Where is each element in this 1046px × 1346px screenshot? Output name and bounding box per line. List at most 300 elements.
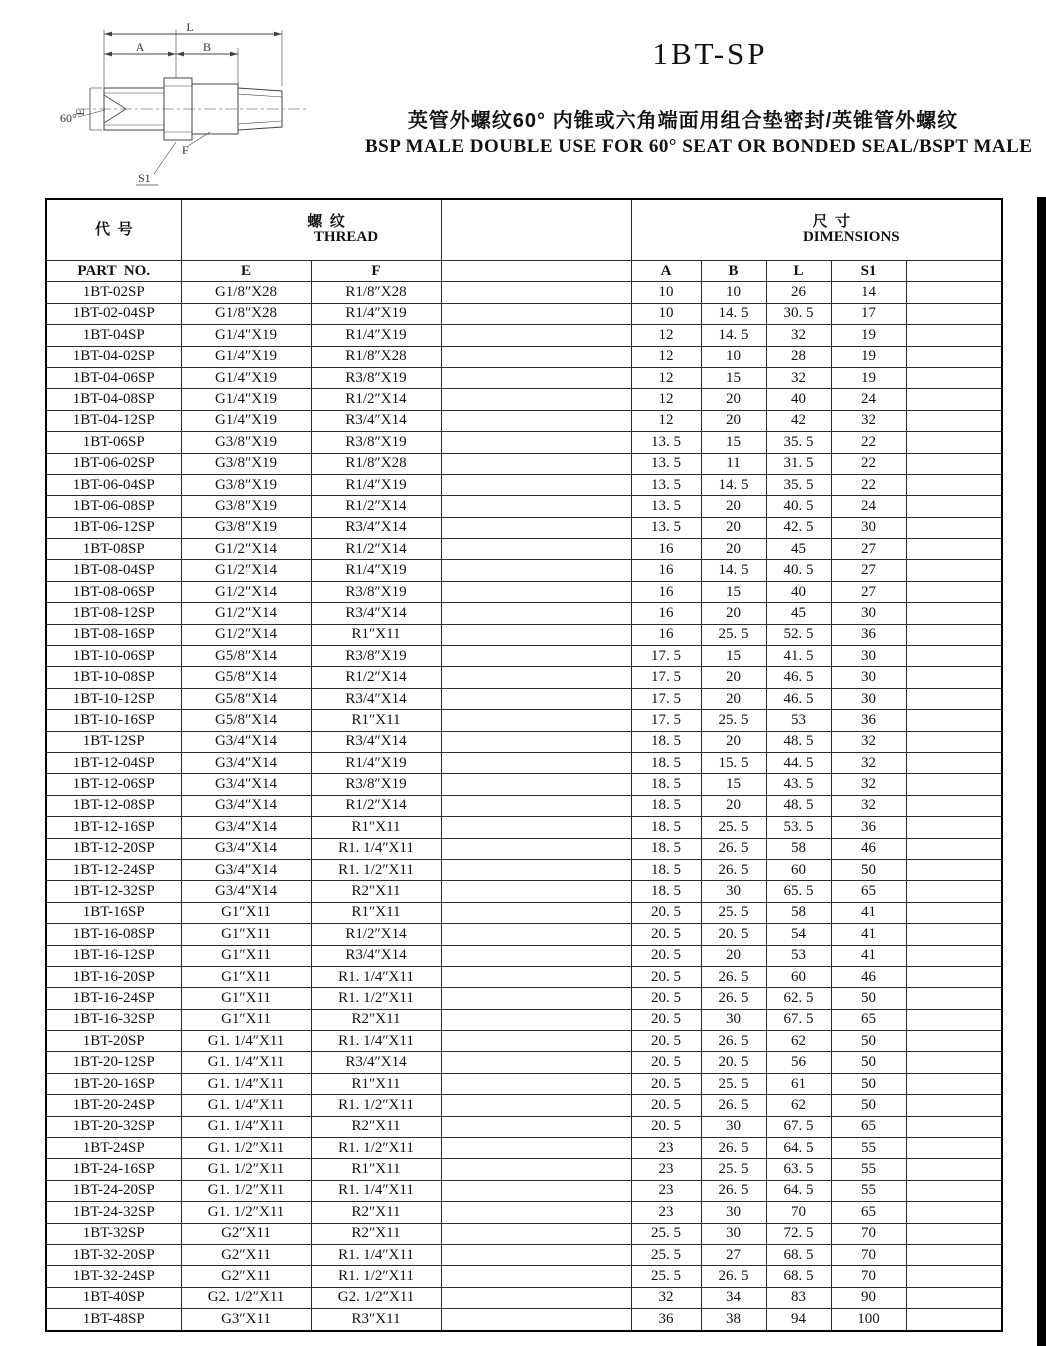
dim-s1-cell: 50 bbox=[831, 1052, 906, 1073]
part-no-cell: 1BT-32SP bbox=[46, 1223, 181, 1244]
thread-e-cell: G5/8″X14 bbox=[181, 710, 311, 731]
thread-e-cell: G3/8″X19 bbox=[181, 453, 311, 474]
table-row bbox=[46, 581, 1002, 602]
dim-s1-cell: 22 bbox=[831, 474, 906, 495]
dim-a-cell: 12 bbox=[631, 346, 701, 367]
dim-l-cell: 58 bbox=[766, 902, 831, 923]
spare-cell bbox=[906, 517, 1002, 538]
part-no-cell: 1BT-10-16SP bbox=[46, 710, 181, 731]
spare-cell bbox=[441, 539, 631, 560]
thread-e-cell: G3″X11 bbox=[181, 1309, 311, 1331]
dim-l-cell: 32 bbox=[766, 325, 831, 346]
thread-e-cell: G1/8″X28 bbox=[181, 282, 311, 303]
dim-b-cell: 25. 5 bbox=[701, 817, 766, 838]
header-part-cn: 代 号 bbox=[46, 199, 181, 261]
dim-a-cell: 36 bbox=[631, 1309, 701, 1331]
part-no-cell: 1BT-40SP bbox=[46, 1287, 181, 1308]
spare-cell bbox=[906, 496, 1002, 517]
dim-a-cell: 25. 5 bbox=[631, 1244, 701, 1265]
dim-a-cell: 12 bbox=[631, 325, 701, 346]
table-row bbox=[46, 774, 1002, 795]
part-no-cell: 1BT-32-24SP bbox=[46, 1266, 181, 1287]
dim-a-cell: 20. 5 bbox=[631, 945, 701, 966]
spare-cell bbox=[906, 667, 1002, 688]
dim-b-cell: 34 bbox=[701, 1287, 766, 1308]
dim-s1-cell: 36 bbox=[831, 817, 906, 838]
dim-b-cell: 14. 5 bbox=[701, 560, 766, 581]
thread-f-cell: R1/2″X14 bbox=[311, 539, 441, 560]
dim-l-cell: 68. 5 bbox=[766, 1266, 831, 1287]
thread-e-cell: G1″X11 bbox=[181, 945, 311, 966]
thread-f-cell: R1/4″X19 bbox=[311, 752, 441, 773]
part-no-cell: 1BT-48SP bbox=[46, 1309, 181, 1331]
thread-f-cell: R3″X11 bbox=[311, 1309, 441, 1331]
spare-cell bbox=[906, 1266, 1002, 1287]
spare-cell bbox=[441, 838, 631, 859]
spare-cell bbox=[906, 1159, 1002, 1180]
dim-a-cell: 23 bbox=[631, 1138, 701, 1159]
table-row bbox=[46, 1244, 1002, 1265]
dim-a-cell: 13. 5 bbox=[631, 432, 701, 453]
part-no-cell: 1BT-12SP bbox=[46, 731, 181, 752]
dim-s1-cell: 19 bbox=[831, 346, 906, 367]
dim-l-cell: 35. 5 bbox=[766, 432, 831, 453]
table-row bbox=[46, 646, 1002, 667]
header-row-1 bbox=[46, 199, 1002, 261]
dim-b-cell: 20 bbox=[701, 667, 766, 688]
table-row bbox=[46, 859, 1002, 880]
header-dimensions-en: DIMENSIONS bbox=[802, 229, 900, 245]
thread-e-cell: G2″X11 bbox=[181, 1266, 311, 1287]
dim-l-cell: 41. 5 bbox=[766, 646, 831, 667]
part-no-cell: 1BT-04-02SP bbox=[46, 346, 181, 367]
thread-e-cell: G1/4″X19 bbox=[181, 346, 311, 367]
spare-cell bbox=[441, 367, 631, 388]
dim-s1-cell: 30 bbox=[831, 603, 906, 624]
table-row bbox=[46, 945, 1002, 966]
spare-cell bbox=[441, 1138, 631, 1159]
dim-a-cell: 16 bbox=[631, 539, 701, 560]
dim-b-cell: 20 bbox=[701, 539, 766, 560]
dim-s1-cell: 24 bbox=[831, 389, 906, 410]
dim-b-cell: 30 bbox=[701, 1009, 766, 1030]
thread-e-cell: G1. 1/2″X11 bbox=[181, 1180, 311, 1201]
dim-a-cell: 13. 5 bbox=[631, 453, 701, 474]
dim-s1-cell: 50 bbox=[831, 859, 906, 880]
dim-l-cell: 45 bbox=[766, 539, 831, 560]
thread-e-cell: G1″X11 bbox=[181, 1009, 311, 1030]
dim-b-cell: 30 bbox=[701, 881, 766, 902]
thread-f-cell: R1/4″X19 bbox=[311, 560, 441, 581]
thread-f-cell: R1. 1/2″X11 bbox=[311, 1266, 441, 1287]
thread-f-cell: R3/8″X19 bbox=[311, 646, 441, 667]
spare-cell bbox=[906, 603, 1002, 624]
thread-e-cell: G3/4″X14 bbox=[181, 795, 311, 816]
dim-l-cell: 26 bbox=[766, 282, 831, 303]
spare-cell bbox=[906, 1309, 1002, 1331]
dim-a-cell: 10 bbox=[631, 303, 701, 324]
header-spare bbox=[906, 261, 1002, 282]
part-no-cell: 1BT-12-04SP bbox=[46, 752, 181, 773]
thread-f-cell: R1. 1/4″X11 bbox=[311, 966, 441, 987]
thread-e-cell: G1″X11 bbox=[181, 902, 311, 923]
dim-l-cell: 45 bbox=[766, 603, 831, 624]
thread-f-cell: R3/4″X14 bbox=[311, 945, 441, 966]
scan-edge-artifact bbox=[1037, 197, 1046, 1346]
part-no-cell: 1BT-10-12SP bbox=[46, 688, 181, 709]
spare-cell bbox=[906, 474, 1002, 495]
thread-f-cell: R1″X11 bbox=[311, 710, 441, 731]
thread-f-cell: R1. 1/2″X11 bbox=[311, 1138, 441, 1159]
table-row bbox=[46, 881, 1002, 902]
spare-cell bbox=[906, 1202, 1002, 1223]
thread-f-cell: R3/8″X19 bbox=[311, 432, 441, 453]
dim-a-cell: 16 bbox=[631, 560, 701, 581]
spare-cell bbox=[441, 474, 631, 495]
spare-cell bbox=[441, 1052, 631, 1073]
part-no-cell: 1BT-24-20SP bbox=[46, 1180, 181, 1201]
part-no-cell: 1BT-04-12SP bbox=[46, 410, 181, 431]
spare-cell bbox=[906, 988, 1002, 1009]
dim-s1-cell: 55 bbox=[831, 1138, 906, 1159]
dim-s1-cell: 30 bbox=[831, 646, 906, 667]
table-row bbox=[46, 1159, 1002, 1180]
dim-l-cell: 64. 5 bbox=[766, 1180, 831, 1201]
part-no-cell: 1BT-04-08SP bbox=[46, 389, 181, 410]
dim-b-cell: 20 bbox=[701, 688, 766, 709]
spare-cell bbox=[441, 817, 631, 838]
table-row bbox=[46, 303, 1002, 324]
dim-l-cell: 35. 5 bbox=[766, 474, 831, 495]
thread-e-cell: G1/4″X19 bbox=[181, 389, 311, 410]
part-no-cell: 1BT-08-12SP bbox=[46, 603, 181, 624]
spare-cell bbox=[906, 432, 1002, 453]
dim-s1-cell: 41 bbox=[831, 924, 906, 945]
table-row bbox=[46, 603, 1002, 624]
dim-l-cell: 53 bbox=[766, 710, 831, 731]
dim-a-cell: 17. 5 bbox=[631, 710, 701, 731]
spare-cell bbox=[441, 282, 631, 303]
table-row bbox=[46, 1202, 1002, 1223]
table-row bbox=[46, 1095, 1002, 1116]
part-no-cell: 1BT-06SP bbox=[46, 432, 181, 453]
part-no-cell: 1BT-16-12SP bbox=[46, 945, 181, 966]
dim-b-cell: 20 bbox=[701, 603, 766, 624]
dim-b-cell: 20. 5 bbox=[701, 1052, 766, 1073]
header-col-a: A bbox=[631, 261, 701, 282]
heading-english: BSP MALE DOUBLE USE FOR 60° SEAT OR BONDED SEAL/BSPT MALE bbox=[365, 136, 1033, 157]
spare-cell bbox=[441, 859, 631, 880]
dim-b-cell: 25. 5 bbox=[701, 624, 766, 645]
table-row bbox=[46, 453, 1002, 474]
table-row bbox=[46, 795, 1002, 816]
spare-cell bbox=[441, 389, 631, 410]
part-no-cell: 1BT-12-08SP bbox=[46, 795, 181, 816]
dim-l-cell: 54 bbox=[766, 924, 831, 945]
thread-e-cell: G1. 1/2″X11 bbox=[181, 1159, 311, 1180]
dim-s1-cell: 41 bbox=[831, 902, 906, 923]
thread-e-cell: G1″X11 bbox=[181, 966, 311, 987]
dim-a-cell: 17. 5 bbox=[631, 667, 701, 688]
spare-cell bbox=[906, 902, 1002, 923]
spare-cell bbox=[906, 581, 1002, 602]
drawing-label-angle: 60° bbox=[60, 111, 77, 125]
dim-s1-cell: 32 bbox=[831, 795, 906, 816]
dim-b-cell: 26. 5 bbox=[701, 1031, 766, 1052]
part-no-cell: 1BT-08SP bbox=[46, 539, 181, 560]
dim-s1-cell: 22 bbox=[831, 453, 906, 474]
thread-e-cell: G3/4″X14 bbox=[181, 774, 311, 795]
part-no-cell: 1BT-16-24SP bbox=[46, 988, 181, 1009]
table-row bbox=[46, 838, 1002, 859]
dim-b-cell: 20 bbox=[701, 945, 766, 966]
header-thread bbox=[181, 199, 441, 261]
header-col-f: F bbox=[311, 261, 441, 282]
spare-cell bbox=[906, 1009, 1002, 1030]
dim-b-cell: 15 bbox=[701, 774, 766, 795]
dim-l-cell: 46. 5 bbox=[766, 667, 831, 688]
dim-l-cell: 42. 5 bbox=[766, 517, 831, 538]
dim-l-cell: 58 bbox=[766, 838, 831, 859]
spare-cell bbox=[441, 624, 631, 645]
thread-e-cell: G1. 1/2″X11 bbox=[181, 1138, 311, 1159]
dim-a-cell: 12 bbox=[631, 367, 701, 388]
dim-l-cell: 40 bbox=[766, 389, 831, 410]
table-row bbox=[46, 1031, 1002, 1052]
thread-f-cell: R1/8″X28 bbox=[311, 282, 441, 303]
spare-cell bbox=[441, 1073, 631, 1094]
spare-cell bbox=[906, 624, 1002, 645]
spare-cell bbox=[441, 1095, 631, 1116]
thread-f-cell: R1/4″X19 bbox=[311, 325, 441, 346]
dim-s1-cell: 46 bbox=[831, 838, 906, 859]
part-no-cell: 1BT-20-24SP bbox=[46, 1095, 181, 1116]
thread-f-cell: R1. 1/2″X11 bbox=[311, 859, 441, 880]
dim-a-cell: 12 bbox=[631, 410, 701, 431]
spare-cell bbox=[441, 560, 631, 581]
thread-e-cell: G1/2″X14 bbox=[181, 560, 311, 581]
spare-cell bbox=[441, 303, 631, 324]
part-no-cell: 1BT-06-02SP bbox=[46, 453, 181, 474]
table-row bbox=[46, 1116, 1002, 1137]
dim-s1-cell: 50 bbox=[831, 1031, 906, 1052]
dim-s1-cell: 30 bbox=[831, 667, 906, 688]
spare-cell bbox=[906, 303, 1002, 324]
spare-cell bbox=[906, 731, 1002, 752]
thread-e-cell: G2″X11 bbox=[181, 1244, 311, 1265]
dim-b-cell: 20 bbox=[701, 410, 766, 431]
thread-f-cell: R1/2″X14 bbox=[311, 924, 441, 945]
dim-a-cell: 20. 5 bbox=[631, 1116, 701, 1137]
spare-cell bbox=[906, 924, 1002, 945]
dim-a-cell: 16 bbox=[631, 624, 701, 645]
header-dimensions bbox=[631, 199, 1002, 261]
drawing-label-a: A bbox=[135, 40, 145, 54]
dim-b-cell: 15 bbox=[701, 367, 766, 388]
part-no-cell: 1BT-04-06SP bbox=[46, 367, 181, 388]
header-spare bbox=[441, 261, 631, 282]
dim-s1-cell: 65 bbox=[831, 1009, 906, 1030]
thread-f-cell: R3/4″X14 bbox=[311, 1052, 441, 1073]
part-no-cell: 1BT-20-12SP bbox=[46, 1052, 181, 1073]
dim-s1-cell: 36 bbox=[831, 624, 906, 645]
dim-s1-cell: 36 bbox=[831, 710, 906, 731]
spare-cell bbox=[441, 667, 631, 688]
spare-cell bbox=[441, 1244, 631, 1265]
thread-f-cell: R1. 1/4″X11 bbox=[311, 1244, 441, 1265]
dim-a-cell: 20. 5 bbox=[631, 988, 701, 1009]
heading-chinese: 英管外螺纹60° 内锥或六角端面用组合垫密封/英锥管外螺纹 bbox=[407, 110, 959, 132]
thread-f-cell: R1/2″X14 bbox=[311, 496, 441, 517]
thread-e-cell: G1. 1/4″X11 bbox=[181, 1095, 311, 1116]
thread-e-cell: G3/4″X14 bbox=[181, 817, 311, 838]
part-no-cell: 1BT-12-20SP bbox=[46, 838, 181, 859]
table-row bbox=[46, 817, 1002, 838]
dim-a-cell: 10 bbox=[631, 282, 701, 303]
spare-cell bbox=[441, 710, 631, 731]
thread-f-cell: R1″X11 bbox=[311, 624, 441, 645]
dim-s1-cell: 17 bbox=[831, 303, 906, 324]
thread-e-cell: G1/4″X19 bbox=[181, 325, 311, 346]
thread-e-cell: G3/4″X14 bbox=[181, 859, 311, 880]
thread-e-cell: G1. 1/4″X11 bbox=[181, 1052, 311, 1073]
drawing-label-s1: S1 bbox=[138, 171, 151, 185]
table-row bbox=[46, 474, 1002, 495]
spare-cell bbox=[906, 1052, 1002, 1073]
part-no-cell: 1BT-06-12SP bbox=[46, 517, 181, 538]
dim-l-cell: 72. 5 bbox=[766, 1223, 831, 1244]
dim-s1-cell: 24 bbox=[831, 496, 906, 517]
dim-a-cell: 25. 5 bbox=[631, 1223, 701, 1244]
spare-cell bbox=[906, 966, 1002, 987]
dim-l-cell: 62 bbox=[766, 1095, 831, 1116]
thread-f-cell: R3/8″X19 bbox=[311, 367, 441, 388]
dim-s1-cell: 14 bbox=[831, 282, 906, 303]
spare-cell bbox=[441, 774, 631, 795]
spec-table-head bbox=[46, 199, 1002, 282]
dim-a-cell: 20. 5 bbox=[631, 1009, 701, 1030]
dim-b-cell: 26. 5 bbox=[701, 1180, 766, 1201]
spare-cell bbox=[906, 560, 1002, 581]
dim-b-cell: 27 bbox=[701, 1244, 766, 1265]
spare-cell bbox=[441, 902, 631, 923]
spare-cell bbox=[441, 1159, 631, 1180]
part-no-cell: 1BT-06-08SP bbox=[46, 496, 181, 517]
spare-cell bbox=[906, 410, 1002, 431]
dim-b-cell: 26. 5 bbox=[701, 966, 766, 987]
thread-f-cell: R1. 1/4″X11 bbox=[311, 838, 441, 859]
dim-s1-cell: 55 bbox=[831, 1180, 906, 1201]
header-dimensions-cn: 尺 寸 bbox=[812, 214, 851, 230]
spare-cell bbox=[441, 1287, 631, 1308]
dim-s1-cell: 90 bbox=[831, 1287, 906, 1308]
thread-e-cell: G3/8″X19 bbox=[181, 496, 311, 517]
thread-e-cell: G1. 1/4″X11 bbox=[181, 1073, 311, 1094]
thread-f-cell: R1/2″X14 bbox=[311, 389, 441, 410]
part-no-cell: 1BT-16-08SP bbox=[46, 924, 181, 945]
table-row bbox=[46, 1073, 1002, 1094]
spare-cell bbox=[441, 1309, 631, 1331]
spare-cell bbox=[441, 731, 631, 752]
dim-s1-cell: 65 bbox=[831, 1202, 906, 1223]
thread-e-cell: G3/4″X14 bbox=[181, 881, 311, 902]
spare-cell bbox=[441, 646, 631, 667]
dim-s1-cell: 70 bbox=[831, 1266, 906, 1287]
spare-cell bbox=[441, 432, 631, 453]
spare-cell bbox=[441, 1009, 631, 1030]
part-no-cell: 1BT-24-32SP bbox=[46, 1202, 181, 1223]
dim-b-cell: 30 bbox=[701, 1116, 766, 1137]
dim-l-cell: 40. 5 bbox=[766, 560, 831, 581]
dim-l-cell: 62. 5 bbox=[766, 988, 831, 1009]
part-no-cell: 1BT-10-06SP bbox=[46, 646, 181, 667]
spare-cell bbox=[906, 453, 1002, 474]
dim-s1-cell: 50 bbox=[831, 988, 906, 1009]
thread-f-cell: G2. 1/2″X11 bbox=[311, 1287, 441, 1308]
part-no-cell: 1BT-24SP bbox=[46, 1138, 181, 1159]
dim-l-cell: 30. 5 bbox=[766, 303, 831, 324]
header-col-l: L bbox=[766, 261, 831, 282]
thread-f-cell: R3/4″X14 bbox=[311, 688, 441, 709]
thread-e-cell: G1/2″X14 bbox=[181, 624, 311, 645]
dim-s1-cell: 65 bbox=[831, 1116, 906, 1137]
dim-s1-cell: 70 bbox=[831, 1223, 906, 1244]
part-no-cell: 1BT-16-20SP bbox=[46, 966, 181, 987]
dim-a-cell: 20. 5 bbox=[631, 1031, 701, 1052]
spare-cell bbox=[906, 817, 1002, 838]
header-spare bbox=[441, 199, 631, 261]
dim-b-cell: 38 bbox=[701, 1309, 766, 1331]
dim-s1-cell: 32 bbox=[831, 731, 906, 752]
dim-l-cell: 60 bbox=[766, 966, 831, 987]
dim-l-cell: 70 bbox=[766, 1202, 831, 1223]
dim-l-cell: 53 bbox=[766, 945, 831, 966]
dim-b-cell: 25. 5 bbox=[701, 710, 766, 731]
dim-b-cell: 25. 5 bbox=[701, 902, 766, 923]
spare-cell bbox=[906, 1223, 1002, 1244]
table-row bbox=[46, 1223, 1002, 1244]
part-no-cell: 1BT-08-04SP bbox=[46, 560, 181, 581]
thread-f-cell: R1. 1/2″X11 bbox=[311, 1095, 441, 1116]
thread-e-cell: G1. 1/4″X11 bbox=[181, 1116, 311, 1137]
thread-e-cell: G5/8″X14 bbox=[181, 667, 311, 688]
dim-s1-cell: 50 bbox=[831, 1095, 906, 1116]
spare-cell bbox=[906, 838, 1002, 859]
spare-cell bbox=[906, 389, 1002, 410]
dim-l-cell: 31. 5 bbox=[766, 453, 831, 474]
dim-l-cell: 43. 5 bbox=[766, 774, 831, 795]
part-no-cell: 1BT-32-20SP bbox=[46, 1244, 181, 1265]
dim-s1-cell: 50 bbox=[831, 1073, 906, 1094]
dim-a-cell: 25. 5 bbox=[631, 1266, 701, 1287]
dim-s1-cell: 30 bbox=[831, 517, 906, 538]
dim-b-cell: 15 bbox=[701, 646, 766, 667]
drawing-label-l: L bbox=[186, 22, 194, 34]
dim-s1-cell: 27 bbox=[831, 560, 906, 581]
dim-s1-cell: 46 bbox=[831, 966, 906, 987]
dim-l-cell: 67. 5 bbox=[766, 1116, 831, 1137]
thread-f-cell: R3/4″X14 bbox=[311, 517, 441, 538]
dim-a-cell: 18. 5 bbox=[631, 752, 701, 773]
spare-cell bbox=[441, 603, 631, 624]
header-thread-cn: 螺 纹 bbox=[307, 214, 345, 230]
spare-cell bbox=[906, 325, 1002, 346]
dim-b-cell: 14. 5 bbox=[701, 474, 766, 495]
thread-e-cell: G1/4″X19 bbox=[181, 410, 311, 431]
dim-b-cell: 25. 5 bbox=[701, 1159, 766, 1180]
spare-cell bbox=[906, 367, 1002, 388]
thread-e-cell: G3/4″X14 bbox=[181, 731, 311, 752]
